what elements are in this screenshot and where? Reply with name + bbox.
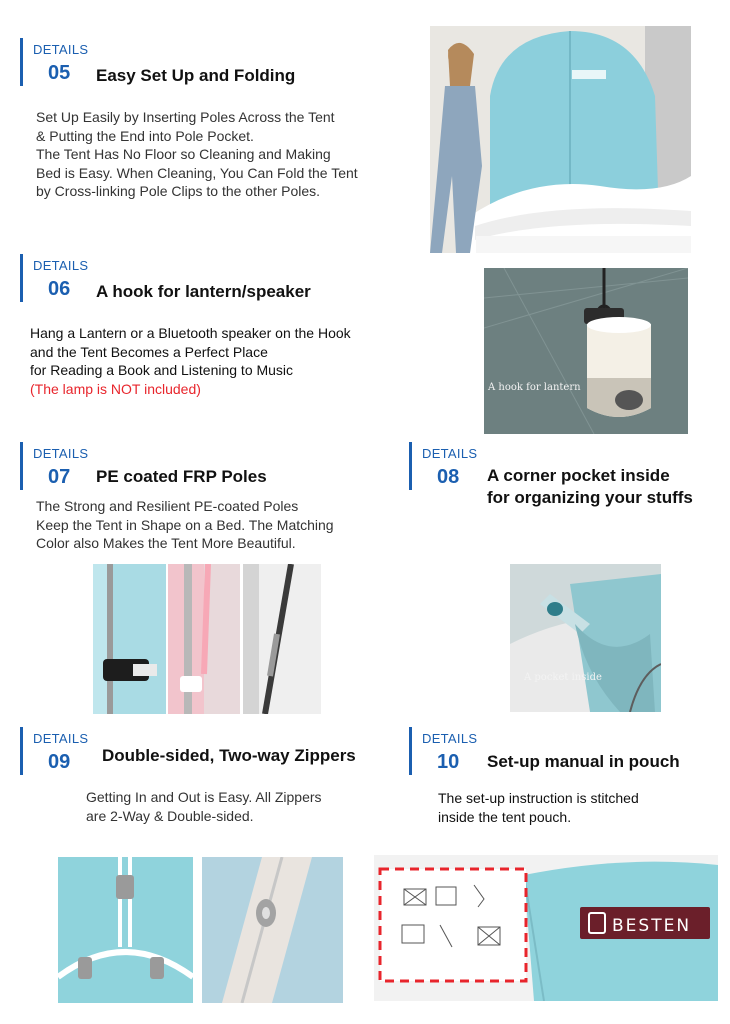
section-06-description bbox=[30, 324, 351, 398]
section-10-number: 10 bbox=[437, 751, 460, 773]
section-09-description bbox=[86, 788, 322, 825]
section-10-description bbox=[438, 789, 639, 826]
section-09-line: Getting In and Out is Easy. All Zippers bbox=[86, 789, 322, 805]
section-09-title: Double-sided, Two-way Zippers bbox=[102, 746, 356, 765]
section-05-number: 05 bbox=[48, 62, 71, 84]
section-05-accent-bar bbox=[20, 38, 23, 86]
zipper-close-photo bbox=[202, 857, 343, 1003]
section-07-details-label: DETAILS bbox=[33, 446, 89, 461]
section-08-details-label: DETAILS bbox=[422, 446, 478, 461]
section-05-line: & Putting the End into Pole Pocket. bbox=[36, 127, 254, 144]
tent-setup-photo bbox=[430, 26, 691, 253]
section-10-line: inside the tent pouch. bbox=[438, 808, 572, 825]
section-05-line: Set Up Easily by Inserting Poles Across the Tent bbox=[36, 109, 335, 125]
section-05-line: by Cross-linking Pole Clips to the other Poles. bbox=[36, 183, 321, 199]
corner-pocket-photo bbox=[510, 564, 661, 712]
section-06-accent-bar bbox=[20, 254, 23, 302]
section-05-line: The Tent Has No Floor so Cleaning and Making bbox=[36, 146, 331, 162]
section-07-line: Keep the Tent in Shape on a Bed. The Matching bbox=[36, 516, 334, 533]
section-06-line: for Reading a Book and Listening to Music bbox=[30, 362, 294, 378]
section-08-title bbox=[487, 465, 693, 509]
pink-pole-photo bbox=[168, 564, 240, 714]
section-07-number: 07 bbox=[48, 466, 71, 488]
section-10-details-label: DETAILS bbox=[422, 731, 478, 746]
section-09-line: are 2-Way & Double-sided. bbox=[86, 807, 254, 824]
pocket-photo-caption: A pocket inside bbox=[524, 672, 602, 683]
manual-pouch-photo bbox=[374, 855, 718, 1001]
lantern-hook-photo bbox=[484, 268, 688, 434]
lantern-photo-caption: A hook for lantern bbox=[488, 382, 581, 393]
section-08-title-line: for organizing your stuffs bbox=[487, 488, 693, 507]
section-06-details-label: DETAILS bbox=[33, 258, 89, 273]
section-05-title: Easy Set Up and Folding bbox=[96, 66, 296, 85]
brand-label: BESTEN bbox=[612, 916, 692, 936]
section-07-line: The Strong and Resilient PE-coated Poles bbox=[36, 498, 299, 514]
section-10-title: Set-up manual in pouch bbox=[487, 752, 680, 771]
section-10-accent-bar bbox=[409, 727, 412, 775]
section-08-title-line: A corner pocket inside bbox=[487, 466, 670, 485]
section-05-line: Bed is Easy. When Cleaning, You Can Fold the Tent bbox=[36, 164, 358, 181]
section-06-line: Hang a Lantern or a Bluetooth speaker on the Hook bbox=[30, 325, 351, 341]
section-08-accent-bar bbox=[409, 442, 412, 490]
section-10-line: The set-up instruction is stitched bbox=[438, 790, 639, 806]
section-06-number: 06 bbox=[48, 278, 71, 300]
blue-pole-photo bbox=[93, 564, 166, 714]
section-07-title: PE coated FRP Poles bbox=[96, 467, 267, 486]
zipper-open-photo bbox=[58, 857, 193, 1003]
section-07-description bbox=[36, 497, 334, 553]
section-09-details-label: DETAILS bbox=[33, 731, 89, 746]
section-05-details-label: DETAILS bbox=[33, 42, 89, 57]
lamp-not-included-note: (The lamp is NOT included) bbox=[30, 380, 201, 397]
section-08-number: 08 bbox=[437, 466, 460, 488]
section-09-number: 09 bbox=[48, 751, 71, 773]
section-07-line: Color also Makes the Tent More Beautiful. bbox=[36, 535, 296, 551]
section-06-line: and the Tent Becomes a Perfect Place bbox=[30, 343, 268, 360]
section-07-accent-bar bbox=[20, 442, 23, 490]
section-05-description bbox=[36, 108, 358, 201]
section-09-accent-bar bbox=[20, 727, 23, 775]
gray-pole-photo bbox=[243, 564, 321, 714]
section-06-title: A hook for lantern/speaker bbox=[96, 282, 311, 301]
